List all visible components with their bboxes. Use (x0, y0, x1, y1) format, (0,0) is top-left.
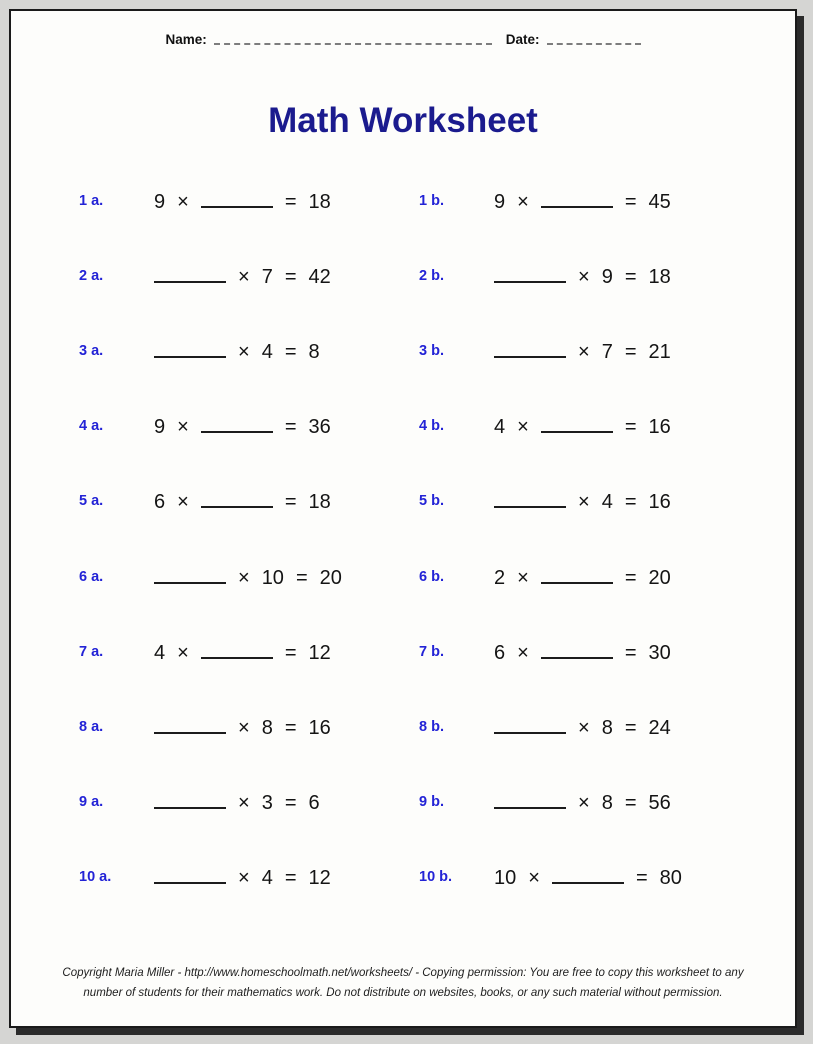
expression-token: 4 (154, 641, 166, 664)
expression-token: × (177, 416, 189, 439)
expression-token: = (284, 491, 297, 514)
problem-expression (154, 789, 320, 815)
problem-expression (154, 488, 331, 514)
problem-label: 2 a. (79, 267, 104, 284)
expression-token: × (238, 716, 250, 739)
expression-token: × (517, 190, 529, 213)
problem-label: 4 b. (419, 418, 444, 435)
expression-token: 4 (261, 340, 273, 363)
problem-label: 3 b. (419, 342, 444, 359)
problem-label: 5 b. (419, 493, 444, 510)
expression-token: 56 (648, 792, 671, 815)
name-label: Name: (165, 32, 207, 47)
problem-expression (154, 864, 331, 890)
expression-token: 20 (319, 566, 342, 589)
answer-blank[interactable] (541, 188, 613, 208)
problem-1a (79, 163, 419, 238)
expression-token: 3 (261, 792, 273, 815)
problem-3a (79, 313, 419, 388)
problem-2a (79, 238, 419, 313)
copyright-line-2: number of students for their mathematics work. Do not distribute on websites, books, or any such material without permission. (83, 987, 723, 1000)
problem-7a (79, 614, 419, 689)
answer-blank[interactable] (201, 188, 273, 208)
problem-5a (79, 464, 419, 539)
expression-token: × (177, 190, 189, 213)
expression-token: 16 (648, 416, 671, 439)
expression-token: 12 (308, 641, 331, 664)
problem-expression (494, 338, 671, 364)
expression-token: × (578, 265, 590, 288)
expression-token: 16 (648, 491, 671, 514)
expression-token: 7 (261, 265, 273, 288)
expression-token: 8 (601, 716, 613, 739)
copyright-footer (41, 963, 765, 1004)
problem-label: 10 a. (79, 869, 112, 886)
expression-token: 9 (154, 416, 166, 439)
expression-token: 18 (308, 190, 331, 213)
date-label: Date: (505, 32, 540, 47)
problem-expression (494, 639, 671, 665)
problem-6a (79, 539, 419, 614)
problem-label: 2 b. (419, 267, 444, 284)
problem-5b (419, 464, 759, 539)
answer-blank[interactable] (201, 488, 273, 508)
expression-token: 42 (308, 265, 331, 288)
expression-token: = (624, 566, 637, 589)
problem-expression (154, 263, 331, 289)
problem-expression (494, 413, 671, 439)
expression-token: × (578, 716, 590, 739)
problem-label: 7 b. (419, 643, 444, 660)
problem-expression (494, 789, 671, 815)
expression-token: 8 (308, 340, 320, 363)
expression-token: = (624, 416, 637, 439)
answer-blank[interactable] (154, 789, 226, 809)
expression-token: 2 (494, 566, 506, 589)
expression-token: 8 (261, 716, 273, 739)
problem-expression (154, 338, 320, 364)
problem-label: 3 a. (79, 342, 104, 359)
problem-label: 9 b. (419, 794, 444, 811)
problem-expression (494, 864, 682, 890)
answer-blank[interactable] (154, 714, 226, 734)
expression-token: 9 (601, 265, 613, 288)
expression-token: = (624, 792, 637, 815)
problem-label: 10 b. (419, 869, 453, 886)
problem-label: 4 a. (79, 418, 104, 435)
problem-expression (154, 639, 331, 665)
expression-token: × (238, 792, 250, 815)
expression-token: 16 (308, 716, 331, 739)
answer-blank[interactable] (494, 714, 566, 734)
problem-expression (154, 564, 342, 590)
expression-token: 4 (601, 491, 613, 514)
expression-token: × (238, 867, 250, 890)
expression-token: × (528, 867, 540, 890)
problem-2b (419, 238, 759, 313)
answer-blank[interactable] (154, 864, 226, 884)
expression-token: 12 (308, 867, 331, 890)
expression-token: × (517, 416, 529, 439)
worksheet-page (9, 9, 797, 1028)
name-line[interactable] (214, 43, 492, 45)
problem-expression (154, 413, 331, 439)
problem-expression (154, 188, 331, 214)
expression-token: 6 (308, 792, 320, 815)
problem-label: 8 a. (79, 718, 104, 735)
expression-token: × (517, 566, 529, 589)
expression-token: = (284, 867, 297, 890)
expression-token: × (578, 340, 590, 363)
problem-label: 1 b. (419, 192, 444, 209)
expression-token: 18 (648, 265, 671, 288)
problem-label: 9 a. (79, 794, 104, 811)
expression-token: = (635, 867, 648, 890)
expression-token: 9 (494, 190, 506, 213)
problem-expression (494, 714, 671, 740)
page-title: Math Worksheet (268, 101, 538, 140)
expression-token: 20 (648, 566, 671, 589)
answer-blank[interactable] (494, 263, 566, 283)
problem-expression (494, 488, 671, 514)
problem-expression (494, 564, 671, 590)
expression-token: 80 (659, 867, 682, 890)
expression-token: 7 (601, 340, 613, 363)
expression-token: 30 (648, 641, 671, 664)
problem-9a (79, 765, 419, 840)
problems-grid (79, 163, 759, 915)
copyright-line-1: Copyright Maria Miller - http://www.homeschoolmath.net/worksheets/ - Copying permission: You are free to copy this worksheet to any (62, 966, 744, 979)
problem-label: 6 a. (79, 568, 104, 585)
expression-token: 10 (494, 867, 517, 890)
expression-token: 4 (261, 867, 273, 890)
expression-token: 24 (648, 716, 671, 739)
expression-token: = (284, 641, 297, 664)
expression-token: × (238, 566, 250, 589)
problem-10b (419, 840, 759, 915)
expression-token: × (238, 340, 250, 363)
problem-8b (419, 689, 759, 764)
answer-blank[interactable] (201, 413, 273, 433)
problem-3b (419, 313, 759, 388)
expression-token: = (624, 491, 637, 514)
problem-expression (154, 714, 331, 740)
expression-token: 18 (308, 491, 331, 514)
problem-expression (494, 263, 671, 289)
expression-token: 9 (154, 190, 166, 213)
expression-token: = (284, 190, 297, 213)
problem-9b (419, 765, 759, 840)
expression-token: = (284, 792, 297, 815)
answer-blank[interactable] (541, 413, 613, 433)
problem-label: 1 a. (79, 192, 104, 209)
expression-token: = (284, 416, 297, 439)
expression-token: × (517, 641, 529, 664)
expression-token: 6 (154, 491, 166, 514)
problem-7b (419, 614, 759, 689)
answer-blank[interactable] (541, 639, 613, 659)
expression-token: = (284, 340, 297, 363)
problem-6b (419, 539, 759, 614)
expression-token: 10 (261, 566, 284, 589)
expression-token: = (624, 190, 637, 213)
problem-expression (494, 188, 671, 214)
expression-token: × (177, 641, 189, 664)
problem-label: 6 b. (419, 568, 444, 585)
answer-blank[interactable] (494, 789, 566, 809)
answer-blank[interactable] (494, 488, 566, 508)
problem-8a (79, 689, 419, 764)
expression-token: = (295, 566, 308, 589)
problem-4b (419, 389, 759, 464)
answer-blank[interactable] (541, 564, 613, 584)
expression-token: = (624, 641, 637, 664)
expression-token: 6 (494, 641, 506, 664)
expression-token: = (624, 716, 637, 739)
problem-10a (79, 840, 419, 915)
answer-blank[interactable] (154, 263, 226, 283)
problem-label: 8 b. (419, 718, 444, 735)
expression-token: × (238, 265, 250, 288)
answer-blank[interactable] (154, 564, 226, 584)
expression-token: = (284, 716, 297, 739)
expression-token: × (578, 792, 590, 815)
expression-token: 21 (648, 340, 671, 363)
expression-token: 4 (494, 416, 506, 439)
expression-token: 36 (308, 416, 331, 439)
expression-token: 45 (648, 190, 671, 213)
answer-blank[interactable] (494, 338, 566, 358)
name-date-row (11, 32, 795, 47)
answer-blank[interactable] (154, 338, 226, 358)
expression-token: = (284, 265, 297, 288)
problem-4a (79, 389, 419, 464)
expression-token: = (624, 265, 637, 288)
problem-label: 7 a. (79, 643, 104, 660)
problem-1b (419, 163, 759, 238)
answer-blank[interactable] (201, 639, 273, 659)
expression-token: = (624, 340, 637, 363)
expression-token: × (578, 491, 590, 514)
expression-token: 8 (601, 792, 613, 815)
problem-label: 5 a. (79, 493, 104, 510)
expression-token: × (177, 491, 189, 514)
date-line[interactable] (547, 43, 641, 45)
answer-blank[interactable] (552, 864, 624, 884)
